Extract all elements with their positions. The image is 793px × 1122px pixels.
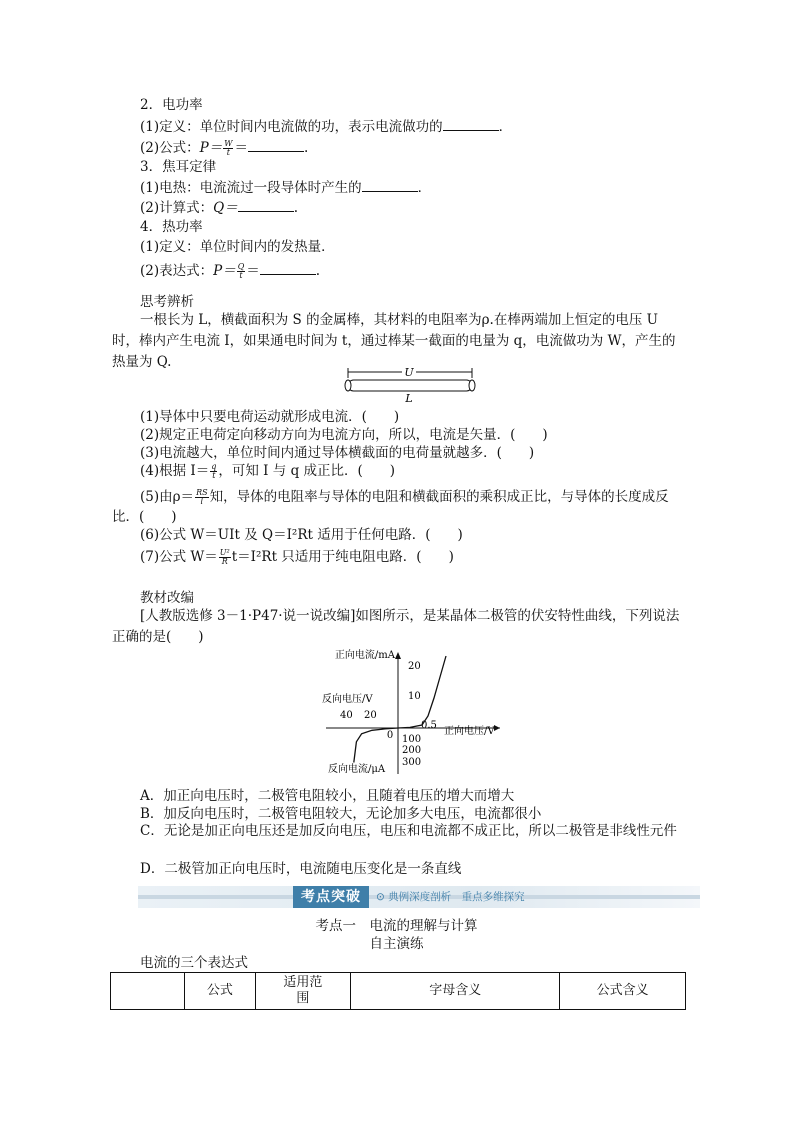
y-pos-label: 正向电流/mA — [334, 650, 395, 661]
fraction — [210, 463, 217, 480]
judge-item-2: (2)规定正电荷定向移动方向为电流方向，所以，电流是矢量．( ) — [140, 427, 548, 443]
forward-curve — [398, 656, 446, 728]
sec2-formula — [140, 137, 308, 158]
y-tick-300: 300 — [402, 757, 422, 768]
sec3-heat — [140, 177, 431, 198]
judge-item-6: (6)公式 W＝UIt 及 Q＝I²Rt 适用于任何电路．( ) — [140, 527, 463, 543]
fraction-denominator: l — [200, 497, 204, 506]
y-tick-200: 200 — [402, 745, 422, 756]
formula-table — [110, 972, 686, 1010]
table-header-formula: 公式 — [185, 973, 255, 1010]
fraction — [195, 489, 209, 506]
calc-lhs: Q＝ — [213, 200, 238, 216]
judge-item-7 — [140, 547, 454, 567]
judge-item-5-cont: 比．( ) — [112, 509, 177, 525]
punct: ． — [498, 119, 513, 135]
fraction-numerator: U² — [219, 548, 230, 557]
textbook-question: [人教版选修 3－1·P47·说一说改编]如图所示，是某晶体二极管的伏安特性曲线，下列说法正确的是( ) — [112, 608, 680, 645]
fill-blank[interactable] — [260, 260, 316, 275]
judge-item-3: (3)电流越大，单位时间内通过导体横截面的电荷量就越多．( ) — [140, 445, 535, 461]
calc-label: (2)计算式： — [140, 200, 214, 216]
x-axis-arrow — [494, 725, 500, 731]
kaodian-subtitle: 自主演练 — [369, 936, 424, 952]
thinking-intro: 一根长为 L，横截面积为 S 的金属棒，其材料的电阻率为ρ.在棒两端加上恒定的电压 U 时，棒内产生电流 I，如果通电时间为 t，通过棒某一截面的电量为 q，电流做功为 W，产生的热量为 Q. — [112, 312, 676, 370]
metal-rod — [348, 380, 472, 391]
judge-item-5 — [140, 487, 669, 507]
table-header-blank — [111, 973, 185, 1010]
item7-suffix: t＝I²Rt 只适用于纯电阻电路．( ) — [231, 549, 454, 565]
judge-item-1: (1)导体中只要电荷运动就形成电流．( ) — [140, 409, 400, 425]
option-a[interactable]: A．加正向电压时，二极管电阻较小，且随着电压的增大而增大 — [140, 788, 515, 804]
fill-blank[interactable] — [238, 197, 294, 212]
fraction-numerator: Q — [237, 262, 245, 271]
heat-text: (1)电热：电流流过一段导体时产生的 — [140, 180, 362, 196]
x-tick-0-5: 0.5 — [421, 720, 437, 731]
fill-blank[interactable] — [248, 137, 304, 152]
x-neg-label: 反向电压/V — [322, 694, 373, 705]
y-neg-label: 反向电流/μA — [328, 764, 386, 775]
formula-label: (2)公式： — [140, 140, 200, 156]
rod-end-right — [469, 380, 475, 391]
fill-blank[interactable] — [443, 116, 499, 131]
fraction — [237, 263, 246, 280]
thinking-heading: 思考辨析 — [140, 294, 194, 310]
y-tick-20: 20 — [408, 661, 421, 672]
sec2-definition — [140, 116, 512, 137]
sec4-heading: 4．热功率 — [140, 219, 203, 235]
fraction-denominator: R — [221, 557, 228, 566]
fraction-numerator: RS — [196, 488, 208, 497]
fraction-denominator: t — [212, 471, 216, 480]
table-header-row — [111, 973, 686, 1010]
table-caption: 电流的三个表达式 — [140, 955, 248, 971]
formula-lhs: P＝ — [199, 140, 223, 156]
rod-label-l: L — [405, 392, 413, 404]
sec3-heading: 3．焦耳定律 — [140, 159, 217, 175]
diode-iv-chart — [318, 648, 508, 778]
y-tick-100: 100 — [402, 734, 422, 745]
banner-subtitle: ⊙ 典例深度剖析 重点多维探究 — [376, 891, 525, 903]
table-header-scope: 适用范围 — [255, 973, 351, 1010]
table-header-meaning: 公式含义 — [560, 973, 686, 1010]
rod-diagram — [340, 364, 480, 404]
sec2-heading: 2．电功率 — [140, 97, 203, 113]
punct: . — [315, 263, 321, 279]
sec4-expression — [140, 260, 320, 281]
sec4-definition: (1)定义：单位时间内的发热量． — [140, 239, 335, 255]
fraction-numerator: W — [224, 139, 233, 148]
fill-blank[interactable] — [362, 177, 418, 192]
expr-lhs: P＝ — [213, 263, 236, 279]
x-tick-40: 40 — [340, 710, 353, 721]
section-banner — [138, 886, 700, 908]
equals: ＝ — [246, 263, 260, 279]
sec2-def-text: (1)定义：单位时间内电流做的功，表示电流做功的 — [140, 119, 443, 135]
option-c[interactable]: C．无论是加正向电压还是加反向电压，电压和电流都不成正比，所以二极管是非线性元件 — [140, 823, 677, 839]
judge-item-4 — [140, 461, 395, 481]
x-pos-label: 正向电压/V — [444, 726, 495, 737]
x-tick-20: 20 — [364, 710, 377, 721]
origin-label: 0 — [386, 730, 394, 741]
fraction-numerator: q — [211, 462, 217, 471]
fraction-denominator: t — [226, 148, 230, 157]
item4-prefix: (4)根据 I＝ — [140, 463, 210, 479]
punct: . — [293, 200, 298, 216]
fraction — [223, 140, 233, 157]
fraction-denominator: t — [239, 271, 243, 280]
rod-label-u: U — [404, 366, 414, 379]
item4-suffix: ，可知 I 与 q 成正比．( ) — [218, 463, 396, 479]
y-tick-10: 10 — [408, 691, 421, 702]
option-d[interactable]: D．二极管加正向电压时，电流随电压变化是一条直线 — [140, 861, 462, 877]
option-b[interactable]: B．加反向电压时，二极管电阻较大，无论加多大电压，电流都很小 — [140, 806, 542, 822]
item5-suffix: 知，导体的电阻率与导体的电阻和横截面积的乘积成正比，与导体的长度成反 — [209, 489, 669, 505]
fraction — [219, 549, 231, 566]
rod-end-left — [345, 380, 351, 391]
item7-prefix: (7)公式 W＝ — [140, 549, 218, 565]
punct: . — [303, 140, 309, 156]
banner-badge: 考点突破 — [293, 886, 369, 908]
expr-label: (2)表达式： — [140, 263, 214, 279]
punct: ． — [417, 180, 432, 196]
kaodian-title: 考点一 电流的理解与计算 — [315, 918, 478, 934]
y-axis-arrow — [395, 652, 401, 659]
equals: ＝ — [234, 140, 248, 156]
item5-prefix: (5)由ρ＝ — [140, 489, 195, 505]
table-header-letters: 字母含义 — [351, 973, 560, 1010]
sec3-calc — [140, 197, 298, 218]
textbook-heading: 教材改编 — [140, 590, 194, 606]
